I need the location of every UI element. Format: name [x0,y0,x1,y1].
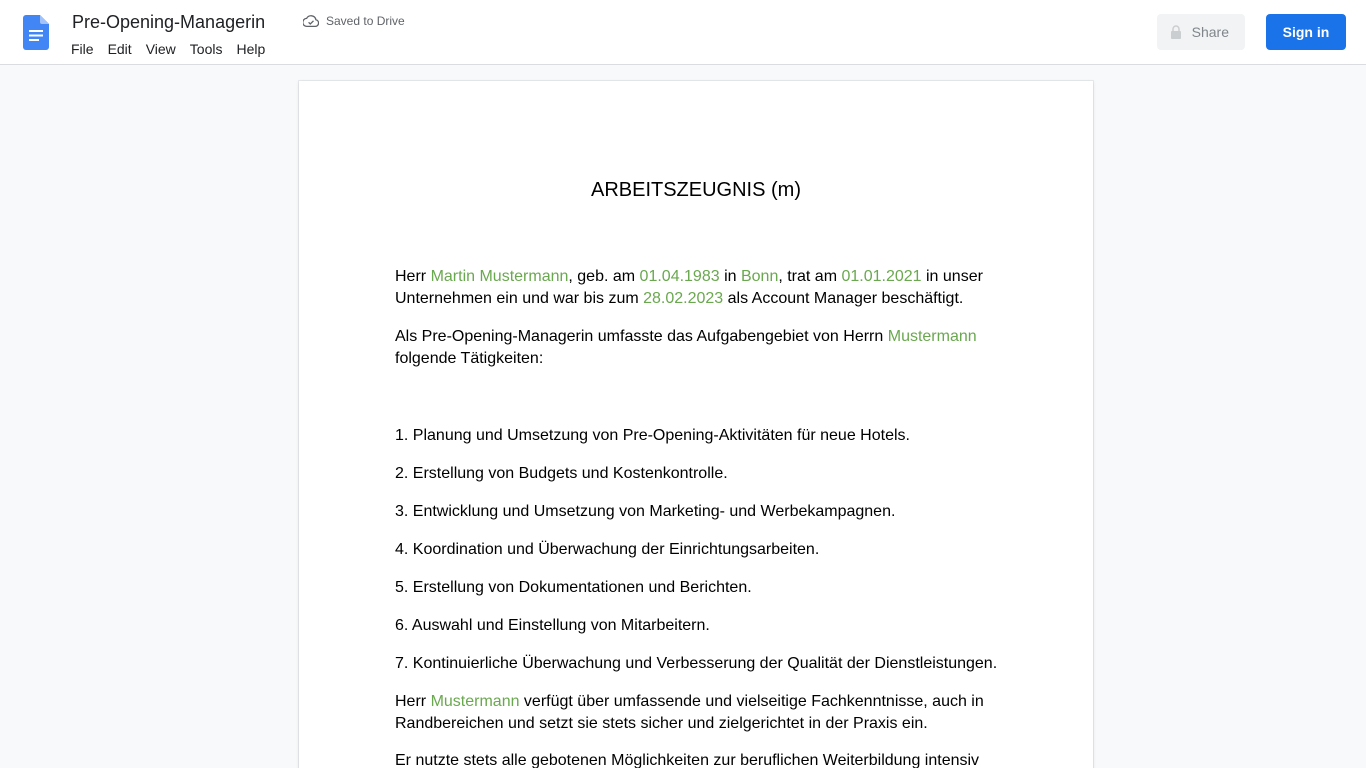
training-paragraph: Er nutzte stets alle gebotenen Möglichkeiten zur beruflichen Weiterbildung intensiv [395,752,980,768]
duty-item: 7. Kontinuierliche Überwachung und Verbesserung der Qualität der Dienstleistungen. [395,655,998,672]
birth-city: Bonn [740,268,779,285]
intro-paragraph: Herr Martin Mustermann, geb. am 01.04.1983 in Bonn, trat am 01.01.2021 in unser Unternehmen ein und war bis zum 28.02.2023 als Account Manager beschäftigt. [395,268,983,307]
employee-surname: Mustermann [430,693,520,710]
employee-name: Martin Mustermann [430,268,569,285]
menu-bar [64,39,272,59]
document-title[interactable]: Pre-Opening-Managerin [72,12,266,32]
duty-item: 1. Planung und Umsetzung von Pre-Opening-Aktivitäten für neue Hotels. [395,427,910,444]
knowledge-paragraph: Herr Mustermann verfügt über umfassende und vielseitige Fachkenntnisse, auch in Randbereichen und setzt sie stets sicher und zielgerichtet in der Praxis ein. [395,693,984,732]
menu-file[interactable]: File [71,41,94,57]
share-label: Share [1191,24,1229,40]
employee-surname: Mustermann [887,328,977,345]
duty-item: 4. Koordination und Überwachung der Einrichtungsarbeiten. [395,541,820,558]
cloud-done-icon [303,13,319,29]
date-of-birth: 01.04.1983 [639,268,720,285]
duty-item: 5. Erstellung von Dokumentationen und Berichten. [395,579,752,596]
menu-edit[interactable]: Edit [107,41,132,57]
menu-view[interactable]: View [145,41,176,57]
sign-in-button[interactable]: Sign in [1266,14,1346,50]
duty-item: 2. Erstellung von Budgets und Kostenkontrolle. [395,465,728,482]
end-date: 28.02.2023 [643,290,724,307]
document-heading: ARBEITSZEUGNIS (m) [590,179,801,201]
saved-status-label: Saved to Drive [326,14,405,28]
document-page [299,81,1093,768]
share-button[interactable] [1157,14,1245,50]
saved-status[interactable] [303,13,405,29]
duties-intro-paragraph: Als Pre-Opening-Managerin umfasste das Aufgabengebiet von Herrn Mustermann folgende Tätigkeiten: [395,328,977,367]
start-date: 01.01.2021 [841,268,922,285]
menu-tools[interactable]: Tools [189,41,223,57]
app-header [0,0,1366,65]
duty-item: 6. Auswahl und Einstellung von Mitarbeitern. [395,617,710,634]
docs-logo-icon[interactable] [23,15,49,50]
menu-help[interactable]: Help [236,41,266,57]
lock-icon [1170,25,1182,39]
duty-item: 3. Entwicklung und Umsetzung von Marketing- und Werbekampagnen. [395,503,896,520]
